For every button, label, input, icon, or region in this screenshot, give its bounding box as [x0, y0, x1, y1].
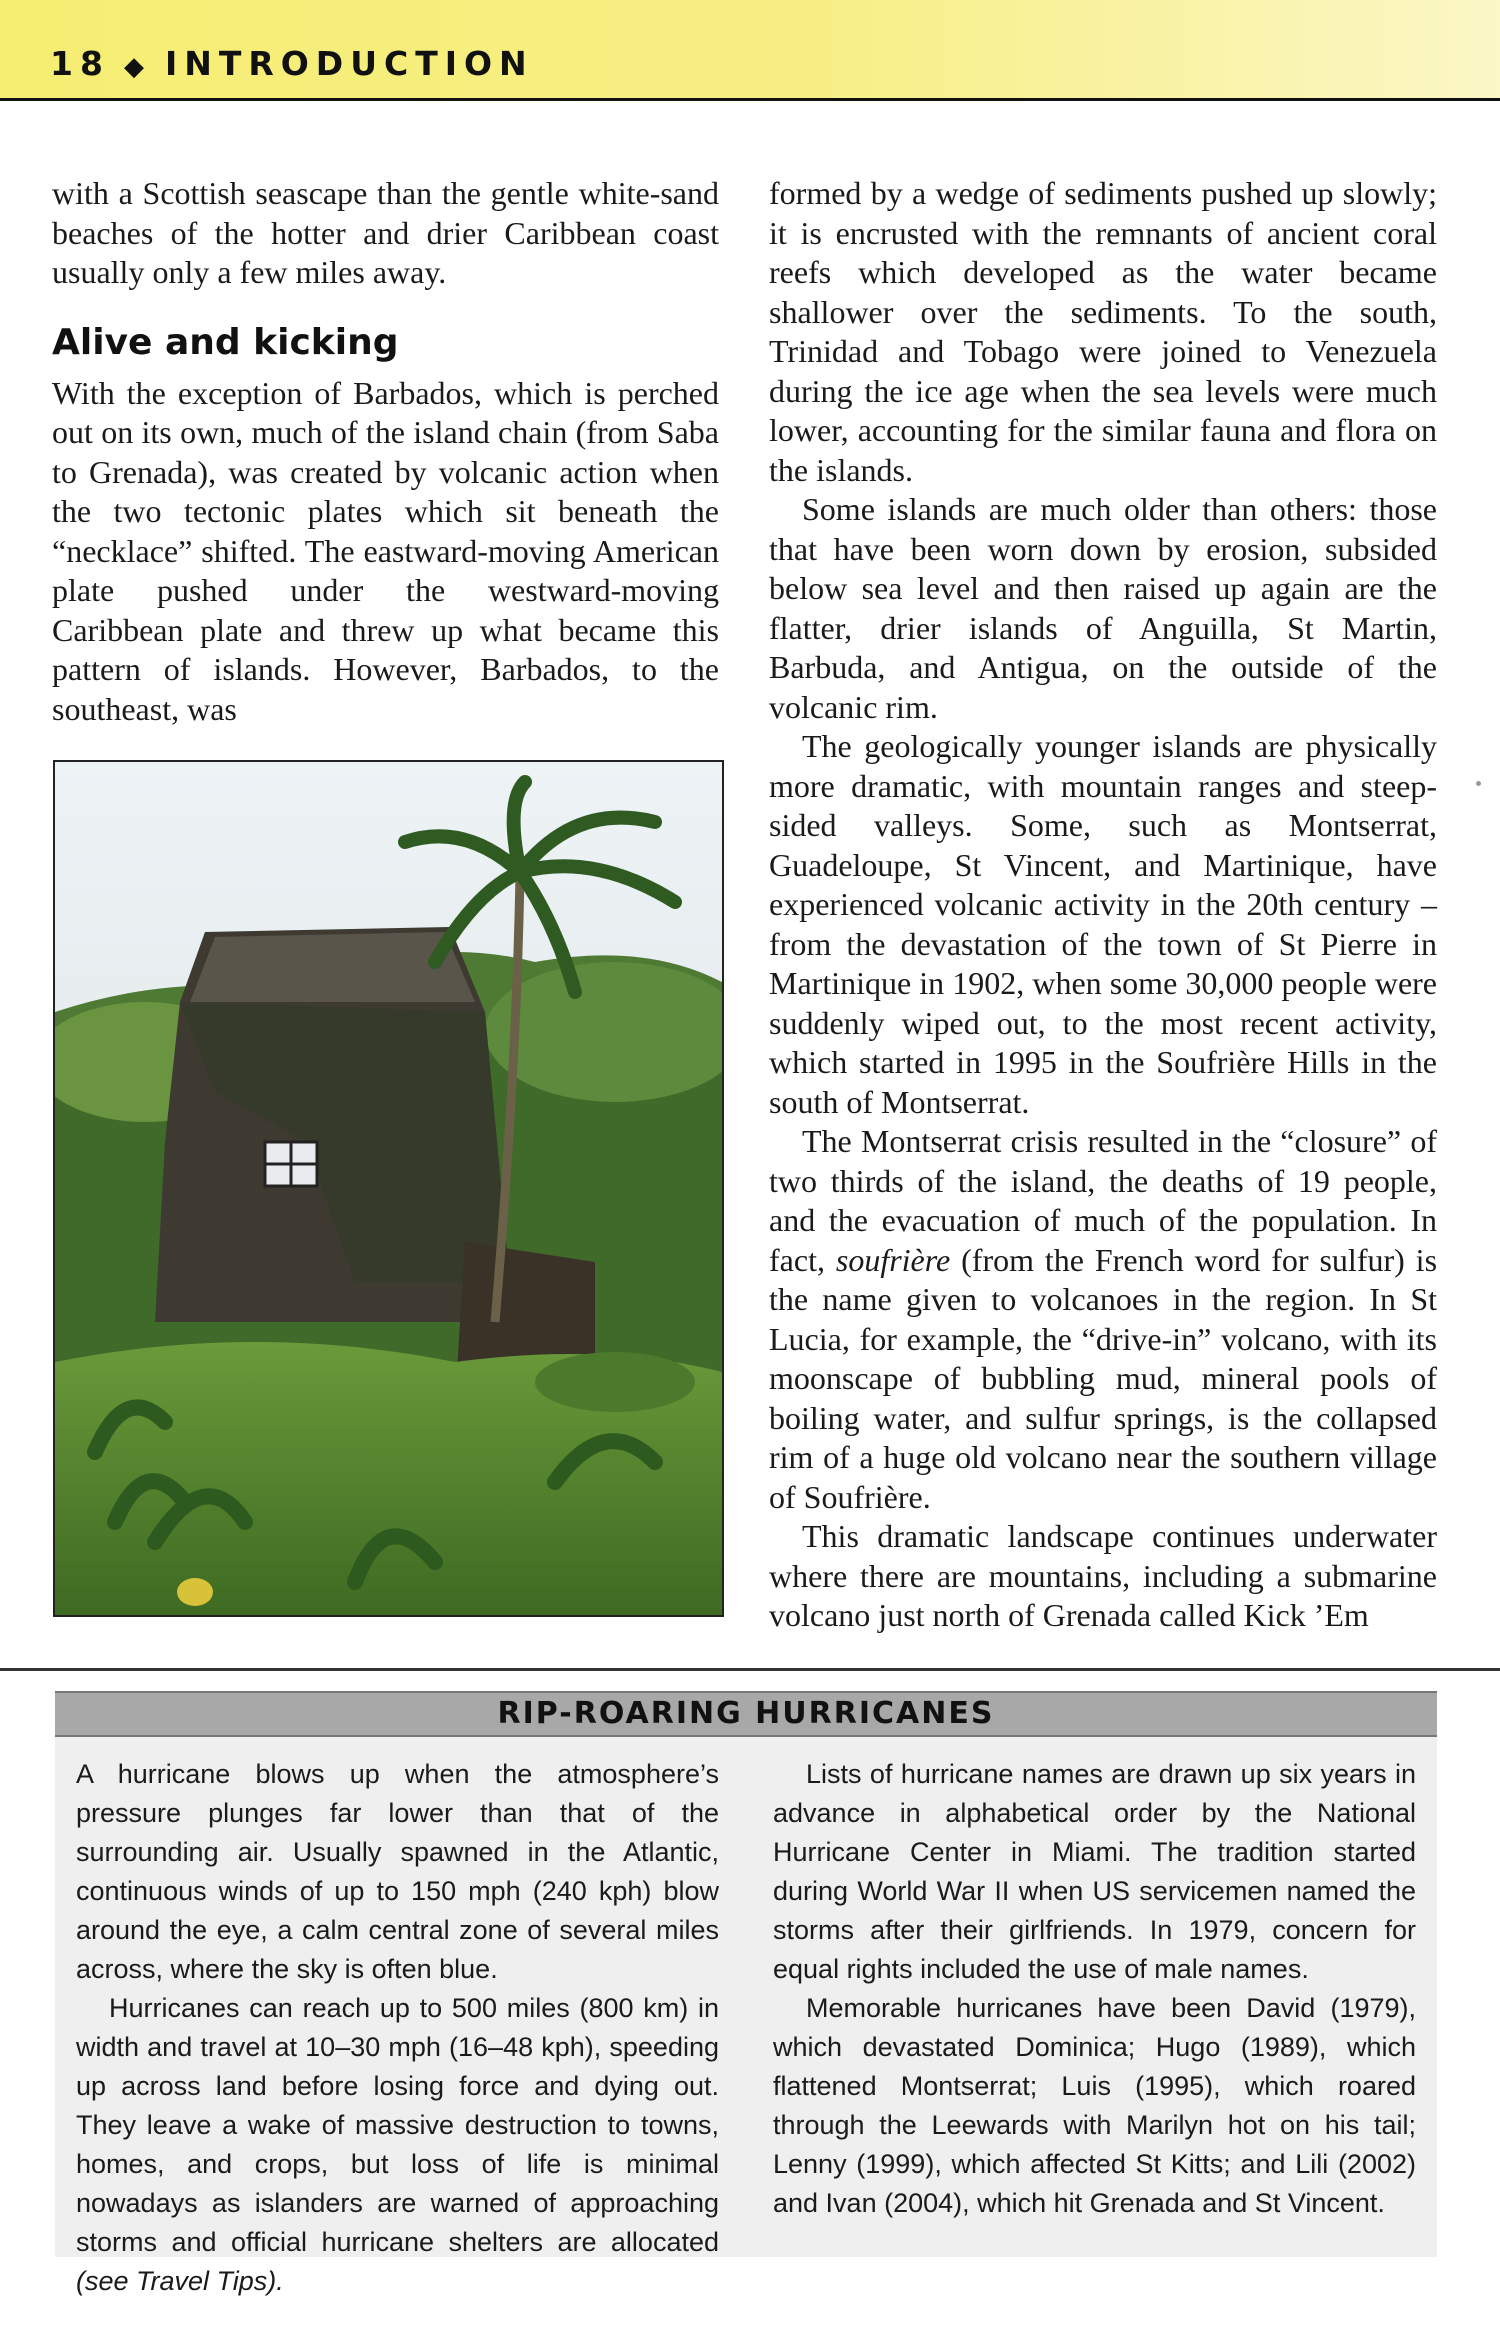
paragraph-4-text-a: The Montserrat crisis resulted in the “closure” of two thirds of the island, the deaths of 19 people, and the evacuation of much of the population. In fact,	[769, 1123, 1437, 1278]
box-right-paragraph-2: Memorable hurricanes have been David (1979), which devastated Dominica; Hugo (1989), which flattened Montserrat; Luis (1995), which roared through the Leewards with Marilyn hot on his tail; Lenny (1999), which affected St Kitts; and Lili (2002) and Ivan (2004), which hit Grenada and St Vincent.	[773, 1993, 1416, 2218]
soufriere-term: soufrière	[835, 1241, 951, 1278]
stray-mark	[1476, 781, 1481, 786]
right-paragraph-5: This dramatic landscape continues underwater where there are mountains, including a submarine volcano just north of Grenada called Kick ’Em	[769, 1518, 1437, 1633]
header-rule	[0, 98, 1500, 101]
page-number: 18	[50, 44, 110, 83]
left-paragraph-1: With the exception of Barbados, which is perched out on its own, much of the island chain (from Saba to Grenada), was created by volcanic action when the two tectonic plates which sit beneath the “necklace” shifted. The eastward-moving American plate pushed under the westward-moving Caribbean plate and threw up what became this pattern of islands. However, Barbados, to the southeast, was	[52, 374, 719, 727]
box-title: RIP-ROARING HURRICANES	[55, 1691, 1437, 1737]
left-column	[52, 174, 719, 729]
sugar-mill-photo	[53, 760, 724, 1617]
intro-paragraph: with a Scottish seascape than the gentle white-sand beaches of the hotter and drier Caribbean coast usually only a few miles away.	[52, 175, 719, 290]
box-left-paragraph-2-text: Hurricanes can reach up to 500 miles (800 km) in width and travel at 10–30 mph (16–48 kph), speeding up across land before losing force and dying out. They leave a wake of massive destruction to towns, homes, and crops, but loss of life is minimal nowadays as islanders are warned of approaching storms and official hurricane shelters are allocated	[76, 1993, 719, 2257]
box-left-paragraph-1: A hurricane blows up when the atmosphere’s pressure plunges far lower than that of the surrounding air. Usually spawned in the Atlantic, continuous winds of up to 150 mph (240 kph) blow around the eye, a calm central zone of several miles across, where the sky is often blue.	[76, 1759, 719, 1984]
right-paragraph-3: The geologically younger islands are physically more dramatic, with mountain ranges and steep-sided valleys. Some, such as Montserrat, Guadeloupe, St Vincent, and Martinique, have experienced volcanic activity in the 20th century – from the devastation of the town of St Pierre in Martinique in 1902, when some 30,000 people were suddenly wiped out, to the most recent activity, which started in 1995 in the Soufrière Hills in the south of Montserrat.	[769, 728, 1437, 1120]
subheading: Alive and kicking	[52, 321, 399, 363]
right-paragraph-4	[769, 1122, 1437, 1517]
box-left-paragraph-2	[76, 1989, 719, 2301]
travel-tips-reference: (see Travel Tips).	[76, 2266, 284, 2296]
box-right-paragraph-1: Lists of hurricane names are drawn up six years in advance in alphabetical order by the National Hurricane Center in Miami. The tradition started during World War II when US servicemen named the storms after their girlfriends. In 1979, concern for equal rights included the use of male names.	[773, 1759, 1416, 1984]
box-top-rule	[0, 1668, 1500, 1671]
paragraph-4-text-b: (from the French word for sulfur) is the name given to volcanoes in the region. In St Lucia, for example, the “drive-in” volcano, with its moonscape of bubbling mud, mineral pools of boiling water, and sulfur springs, is the collapsed rim of a huge old volcano near the southern village of Soufrière.	[769, 1241, 1438, 1515]
right-paragraph-2: Some islands are much older than others: those that have been worn down by erosion, subsided below sea level and then raised up again are the flatter, drier islands of Anguilla, St Martin, Barbuda, and Antigua, on the outside of the volcanic rim.	[769, 491, 1437, 725]
diamond-icon: ◆	[123, 52, 151, 82]
right-column	[769, 174, 1437, 1636]
box-right-column	[773, 1755, 1416, 2223]
box-left-column	[76, 1755, 719, 2301]
running-header	[50, 44, 534, 83]
right-paragraph-1: formed by a wedge of sediments pushed up slowly; it is encrusted with the remnants of ancient coral reefs which developed as the water became shallower over the sediments. To the south, Trinidad and Tobago were joined to Venezuela during the ice age when the sea levels were much lower, accounting for the similar fauna and flora on the islands.	[769, 175, 1437, 488]
section-title: INTRODUCTION	[164, 44, 534, 83]
